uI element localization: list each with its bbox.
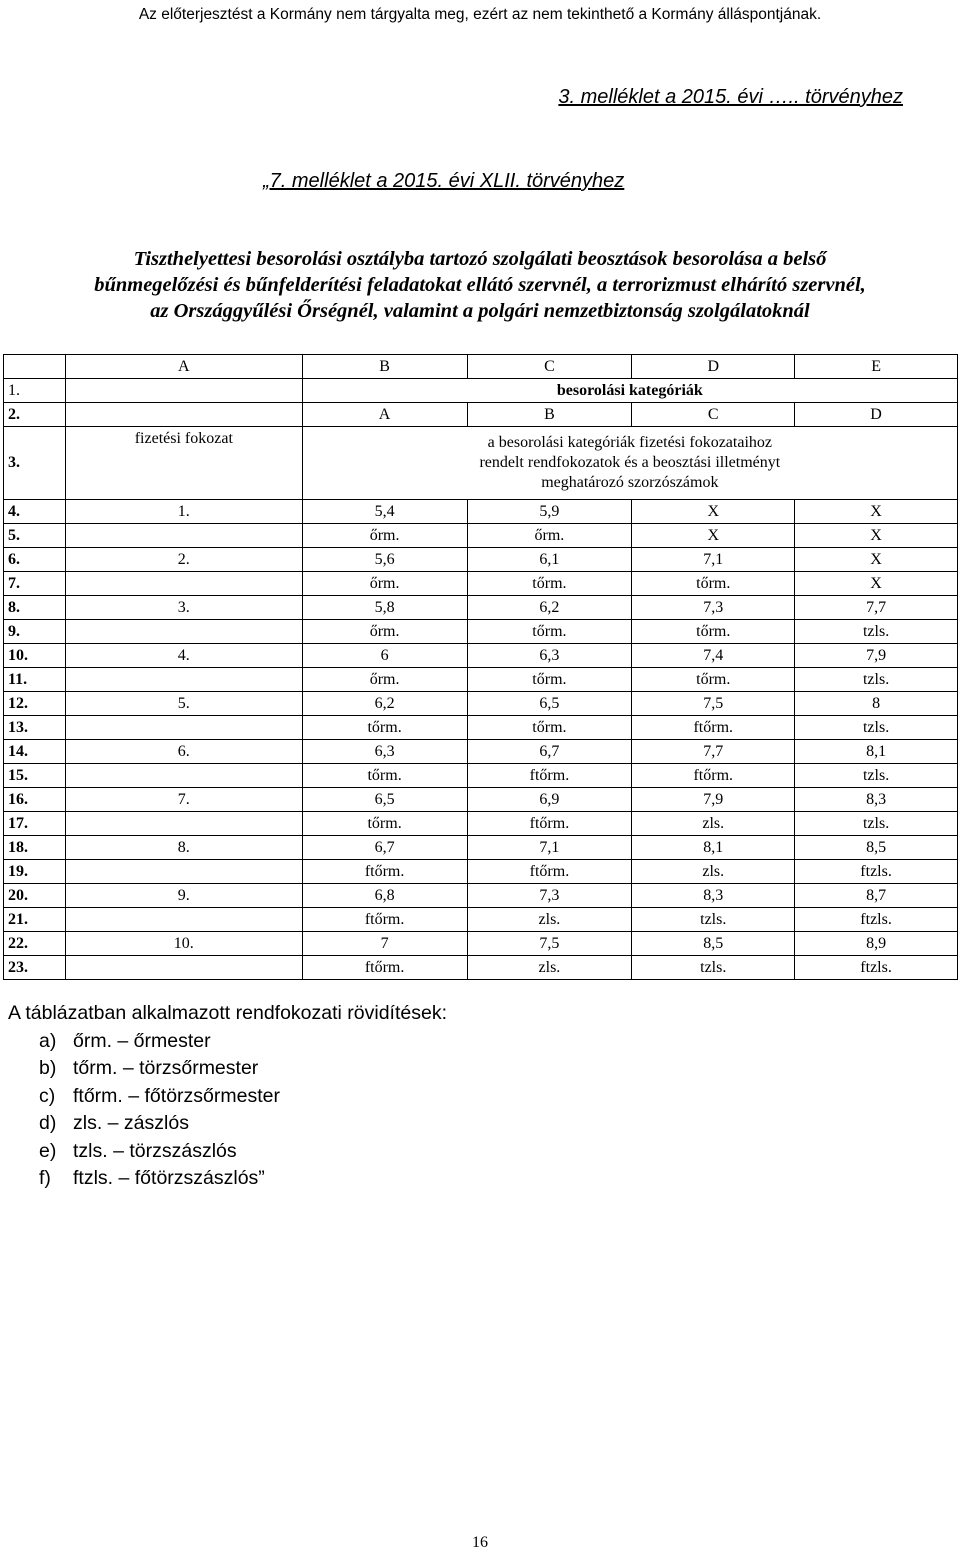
column-letter: C <box>467 355 632 379</box>
multiplier-description <box>302 427 957 500</box>
pay-grade-cell <box>65 620 302 644</box>
category-letter: D <box>795 403 958 427</box>
table-cell: ftőrm. <box>302 908 467 932</box>
table-cell: 8,3 <box>632 884 795 908</box>
empty-cell <box>65 379 302 403</box>
table-cell: tőrm. <box>467 572 632 596</box>
table-cell: 8,9 <box>795 932 958 956</box>
pay-grade-cell: 9. <box>65 884 302 908</box>
table-cell: tőrm. <box>467 668 632 692</box>
abbreviation-item <box>8 1028 447 1056</box>
column-letter: D <box>632 355 795 379</box>
row-number: 3. <box>4 427 66 500</box>
table-row <box>4 692 958 716</box>
table-cell: ftőrm. <box>302 860 467 884</box>
table-row <box>4 572 958 596</box>
table-cell: 5,4 <box>302 500 467 524</box>
table-cell: őrm. <box>302 572 467 596</box>
row-number: 15. <box>4 764 66 788</box>
table-cell: 6,3 <box>302 740 467 764</box>
table-cell: tőrm. <box>632 668 795 692</box>
row-number: 22. <box>4 932 66 956</box>
table-cell: X <box>632 500 795 524</box>
table-cell: X <box>795 572 958 596</box>
table-cell: tzls. <box>795 764 958 788</box>
pay-grade-header: fizetési fokozat <box>65 427 302 500</box>
table-cell: őrm. <box>302 668 467 692</box>
table-cell: 7,7 <box>795 596 958 620</box>
item-label: c) <box>39 1084 56 1107</box>
pay-grade-cell <box>65 860 302 884</box>
empty-cell <box>65 403 302 427</box>
table-cell: ftzls. <box>795 908 958 932</box>
table-row <box>4 812 958 836</box>
table-row <box>4 764 958 788</box>
table-row <box>4 932 958 956</box>
item-label: b) <box>39 1057 57 1079</box>
item-label: d) <box>39 1112 57 1134</box>
table-cell: 6,9 <box>467 788 632 812</box>
pay-grade-cell: 2. <box>65 548 302 572</box>
table-cell: 6,5 <box>302 788 467 812</box>
header-disclaimer: Az előterjesztést a Kormány nem tárgyalta meg, ezért az nem tekinthető a Kormány álláspontjának. <box>138 6 822 23</box>
table-row <box>4 884 958 908</box>
abbreviation-item <box>8 1055 447 1083</box>
item-label: e) <box>39 1139 57 1162</box>
table-row <box>4 788 958 812</box>
pay-grade-cell: 3. <box>65 596 302 620</box>
empty-cell <box>4 355 66 379</box>
table-cell: 6,2 <box>467 596 632 620</box>
annex-reference-2: „7. melléklet a 2015. évi XLII. törvényhez <box>263 170 625 192</box>
pay-grade-cell <box>65 572 302 596</box>
table-cell: 7,7 <box>632 740 795 764</box>
table-row <box>4 403 958 427</box>
table-cell: tzls. <box>795 668 958 692</box>
table-cell: 7,9 <box>795 644 958 668</box>
table-cell: őrm. <box>302 524 467 548</box>
pay-grade-cell: 6. <box>65 740 302 764</box>
classification-table <box>3 354 958 980</box>
table-cell: 7,9 <box>632 788 795 812</box>
table-cell: 8,3 <box>795 788 958 812</box>
table-cell: tőrm. <box>302 716 467 740</box>
pay-grade-cell <box>65 908 302 932</box>
row-number: 19. <box>4 860 66 884</box>
table-cell: 8 <box>795 692 958 716</box>
table-row <box>4 524 958 548</box>
table-cell: tőrm. <box>467 716 632 740</box>
item-text: ftzls. – főtörzszászlós” <box>73 1167 265 1189</box>
table-cell: tőrm. <box>302 764 467 788</box>
table-row <box>4 908 958 932</box>
category-letter: C <box>632 403 795 427</box>
table-row <box>4 548 958 572</box>
table-cell: 6,2 <box>302 692 467 716</box>
table-cell: ftőrm. <box>467 764 632 788</box>
column-letter: B <box>302 355 467 379</box>
table-cell: 6,8 <box>302 884 467 908</box>
item-label: f) <box>39 1167 51 1189</box>
table-cell: zls. <box>632 860 795 884</box>
table-cell: 6 <box>302 644 467 668</box>
table-cell: 7,5 <box>632 692 795 716</box>
row-number: 8. <box>4 596 66 620</box>
table-cell: X <box>632 524 795 548</box>
table-cell: 7,3 <box>467 884 632 908</box>
pay-grade-cell: 1. <box>65 500 302 524</box>
item-text: zls. – zászlós <box>73 1112 189 1134</box>
table-cell: 6,7 <box>467 740 632 764</box>
pay-grade-cell: 7. <box>65 788 302 812</box>
table-row <box>4 596 958 620</box>
column-letter-row <box>4 355 958 379</box>
table-row <box>4 860 958 884</box>
page-number: 16 <box>472 1534 488 1551</box>
row-number: 6. <box>4 548 66 572</box>
pay-grade-cell: 4. <box>65 644 302 668</box>
table-row <box>4 379 958 403</box>
table-cell: tőrm. <box>632 620 795 644</box>
table-row <box>4 427 958 500</box>
item-text: tőrm. – törzsőrmester <box>73 1057 259 1079</box>
item-text: ftőrm. – főtörzsőrmester <box>73 1084 280 1107</box>
table-row <box>4 644 958 668</box>
title-line: az Országgyűlési Őrségnél, valamint a polgári nemzetbiztonság szolgálatoknál <box>150 300 810 322</box>
table-cell: tzls. <box>795 812 958 836</box>
table-cell: 5,9 <box>467 500 632 524</box>
row-number: 7. <box>4 572 66 596</box>
table-cell: ftzls. <box>795 860 958 884</box>
table-cell: 8,5 <box>795 836 958 860</box>
pay-grade-cell: 10. <box>65 932 302 956</box>
description-line: rendelt rendfokozatok és a beosztási illetményt <box>479 454 781 471</box>
abbreviations-heading: A táblázatban alkalmazott rendfokozati rövidítések: <box>8 1002 447 1024</box>
table-cell: 5,6 <box>302 548 467 572</box>
category-letter: A <box>302 403 467 427</box>
table-cell: tőrm. <box>632 572 795 596</box>
pay-grade-cell: 8. <box>65 836 302 860</box>
table-row <box>4 620 958 644</box>
table-cell: zls. <box>632 812 795 836</box>
pay-grade-cell <box>65 812 302 836</box>
row-number: 1. <box>4 379 66 403</box>
row-number: 4. <box>4 500 66 524</box>
row-number: 5. <box>4 524 66 548</box>
table-row <box>4 956 958 980</box>
table-cell: őrm. <box>302 620 467 644</box>
table-cell: ftőrm. <box>467 860 632 884</box>
column-letter: A <box>65 355 302 379</box>
pay-grade-cell <box>65 716 302 740</box>
row-number: 11. <box>4 668 66 692</box>
column-letter: E <box>795 355 958 379</box>
table-cell: 6,7 <box>302 836 467 860</box>
row-number: 21. <box>4 908 66 932</box>
pay-grade-cell <box>65 956 302 980</box>
table-cell: 7,3 <box>632 596 795 620</box>
row-number: 20. <box>4 884 66 908</box>
table-row <box>4 740 958 764</box>
table-cell: 7,1 <box>632 548 795 572</box>
table-cell: tőrm. <box>467 620 632 644</box>
title-line: Tiszthelyettesi besorolási osztályba tartozó szolgálati beosztások besorolása a belső <box>133 248 827 270</box>
table-cell: zls. <box>467 908 632 932</box>
table-cell: tzls. <box>632 908 795 932</box>
table-row <box>4 500 958 524</box>
row-number: 12. <box>4 692 66 716</box>
table-cell: 6,3 <box>467 644 632 668</box>
table-cell: 7,1 <box>467 836 632 860</box>
table-cell: 8,5 <box>632 932 795 956</box>
row-number: 2. <box>4 403 66 427</box>
table-cell: tzls. <box>795 716 958 740</box>
table-cell: 7,4 <box>632 644 795 668</box>
table-cell: 7 <box>302 932 467 956</box>
table-row <box>4 836 958 860</box>
description-line: meghatározó szorzószámok <box>541 474 719 491</box>
table-cell: 7,5 <box>467 932 632 956</box>
table-cell: 6,1 <box>467 548 632 572</box>
table-cell: 8,1 <box>795 740 958 764</box>
row-number: 23. <box>4 956 66 980</box>
row-number: 16. <box>4 788 66 812</box>
row-number: 17. <box>4 812 66 836</box>
category-letter: B <box>467 403 632 427</box>
table-row <box>4 716 958 740</box>
table-cell: ftőrm. <box>302 956 467 980</box>
pay-grade-cell <box>65 668 302 692</box>
table-cell: X <box>795 548 958 572</box>
table-cell: X <box>795 500 958 524</box>
table-cell: tőrm. <box>302 812 467 836</box>
row-number: 18. <box>4 836 66 860</box>
row-number: 13. <box>4 716 66 740</box>
item-text: tzls. – törzszászlós <box>73 1139 237 1162</box>
table-cell: 5,8 <box>302 596 467 620</box>
table-cell: tzls. <box>632 956 795 980</box>
row-number: 10. <box>4 644 66 668</box>
table-cell: ftőrm. <box>467 812 632 836</box>
abbreviation-item <box>8 1083 447 1111</box>
table-cell: 8,7 <box>795 884 958 908</box>
table-cell: zls. <box>467 956 632 980</box>
item-label: a) <box>39 1029 57 1052</box>
pay-grade-cell: 5. <box>65 692 302 716</box>
row-number: 9. <box>4 620 66 644</box>
table-cell: 8,1 <box>632 836 795 860</box>
table-cell: ftőrm. <box>632 716 795 740</box>
table-cell: tzls. <box>795 620 958 644</box>
document-title <box>0 246 960 324</box>
table-cell: ftőrm. <box>632 764 795 788</box>
table-row <box>4 668 958 692</box>
abbreviation-item <box>8 1138 447 1166</box>
table-cell: X <box>795 524 958 548</box>
pay-grade-cell <box>65 764 302 788</box>
item-text: őrm. – őrmester <box>73 1029 211 1052</box>
row-number: 14. <box>4 740 66 764</box>
annex-reference-1: 3. melléklet a 2015. évi ….. törvényhez <box>558 86 903 108</box>
description-line: a besorolási kategóriák fizetési fokozataihoz <box>487 434 772 451</box>
abbreviation-item <box>8 1165 447 1193</box>
categories-header: besorolási kategóriák <box>302 379 957 403</box>
abbreviation-item <box>8 1110 447 1138</box>
table-cell: őrm. <box>467 524 632 548</box>
table-cell: 6,5 <box>467 692 632 716</box>
table-cell: ftzls. <box>795 956 958 980</box>
pay-grade-cell <box>65 524 302 548</box>
abbreviations-section <box>8 1000 447 1193</box>
title-line: bűnmegelőzési és bűnfelderítési feladatokat ellátó szervnél, a terrorizmust elhárító szervnél, <box>94 274 866 296</box>
